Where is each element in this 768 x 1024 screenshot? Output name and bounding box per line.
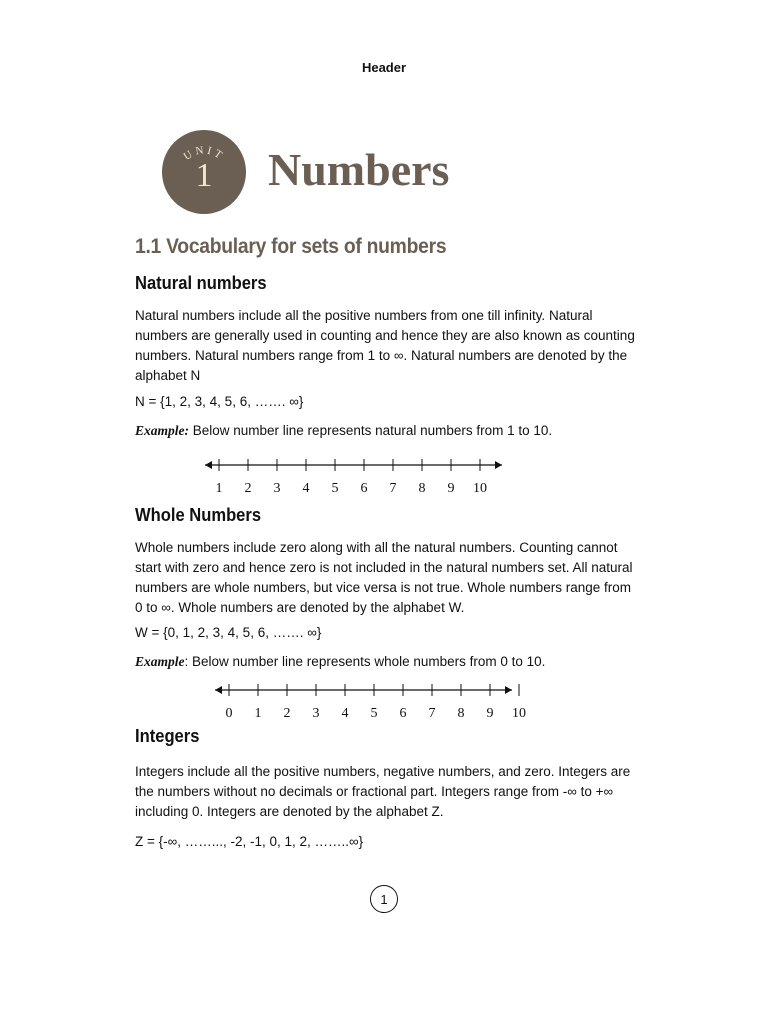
whole-numbers-paragraph: Whole numbers include zero along with all the natural numbers. Counting cannot start with zero and hence zero is not included in the natural numbers set. All natural numbers are whole numbers, but vice versa is not true. Whole numbers range from 0 to ∞. Whole numbers are denoted by the alphabet W.: [135, 540, 633, 615]
natural-example-label: Example:: [135, 423, 189, 438]
whole-numbers-heading: Whole Numbers: [135, 505, 262, 525]
whole-number-line: [205, 680, 526, 722]
whole-line-tick-label: 2: [283, 706, 291, 721]
natural-line-left-arrow: [205, 461, 212, 469]
unit-number: 1: [195, 157, 213, 194]
natural-line-tick-label: 10: [473, 481, 487, 496]
unit-title: Numbers: [268, 144, 450, 195]
unit-badge: [162, 130, 246, 214]
whole-line-tick-label: 10: [512, 706, 526, 721]
section-title: 1.1 Vocabulary for sets of numbers: [135, 235, 447, 258]
whole-line-left-arrow: [215, 686, 222, 694]
integers-set: Z = {-∞, ……..., -2, -1, 0, 1, 2, ……..∞}: [135, 834, 364, 849]
natural-line-tick-label: 7: [389, 481, 397, 496]
natural-line-tick-label: 3: [273, 481, 281, 496]
whole-line-tick-label: 7: [428, 706, 436, 721]
whole-line-tick-label: 5: [370, 706, 378, 721]
unit-word: UNIT: [181, 144, 227, 163]
whole-line-tick-label: 0: [225, 706, 233, 721]
whole-line-right-arrow: [505, 686, 512, 694]
natural-numbers-heading: Natural numbers: [135, 273, 267, 293]
whole-line-tick-label: 1: [254, 706, 262, 721]
natural-line-tick-label: 2: [244, 481, 252, 496]
natural-line-tick-label: 6: [360, 481, 368, 496]
whole-line-tick-label: 3: [312, 706, 320, 721]
page-header: Header: [361, 60, 407, 75]
natural-number-line: [195, 455, 510, 497]
integers-paragraph: Integers include all the positive numbers, negative numbers, and zero. Integers are the numbers without no decimals or fractional part. Integers range from -∞ to +∞ including 0. Integers are denoted by the alphabet Z.: [135, 764, 631, 819]
whole-example-text: : Below number line represents whole numbers from 0 to 10.: [184, 654, 546, 669]
whole-line-tick-label: 4: [341, 706, 349, 721]
whole-example-label: Example: [135, 654, 185, 669]
integers-heading: Integers: [135, 726, 200, 746]
whole-line-tick-label: 6: [399, 706, 407, 721]
page-number: 1: [370, 885, 398, 913]
natural-line-right-arrow: [495, 461, 502, 469]
natural-numbers-paragraph: Natural numbers include all the positive numbers from one till infinity. Natural numbers are generally used in counting and hence they are also known as counting numbers. Natural numbers range from 1 to ∞. Natural numbers are denoted by the alphabet N: [135, 308, 635, 383]
whole-line-tick-label: 8: [457, 706, 465, 721]
whole-example: [135, 654, 545, 670]
whole-line-tick-label: 9: [486, 706, 494, 721]
natural-numbers-set: N = {1, 2, 3, 4, 5, 6, ……. ∞}: [135, 394, 304, 409]
natural-line-tick-label: 4: [302, 481, 310, 496]
whole-numbers-set: W = {0, 1, 2, 3, 4, 5, 6, ……. ∞}: [135, 625, 322, 640]
natural-line-tick-label: 8: [418, 481, 426, 496]
natural-line-tick-label: 1: [215, 481, 223, 496]
natural-example-text: Below number line represents natural numbers from 1 to 10.: [189, 423, 553, 438]
natural-line-tick-label: 9: [447, 481, 455, 496]
natural-line-tick-label: 5: [331, 481, 339, 496]
natural-example: [135, 423, 552, 439]
